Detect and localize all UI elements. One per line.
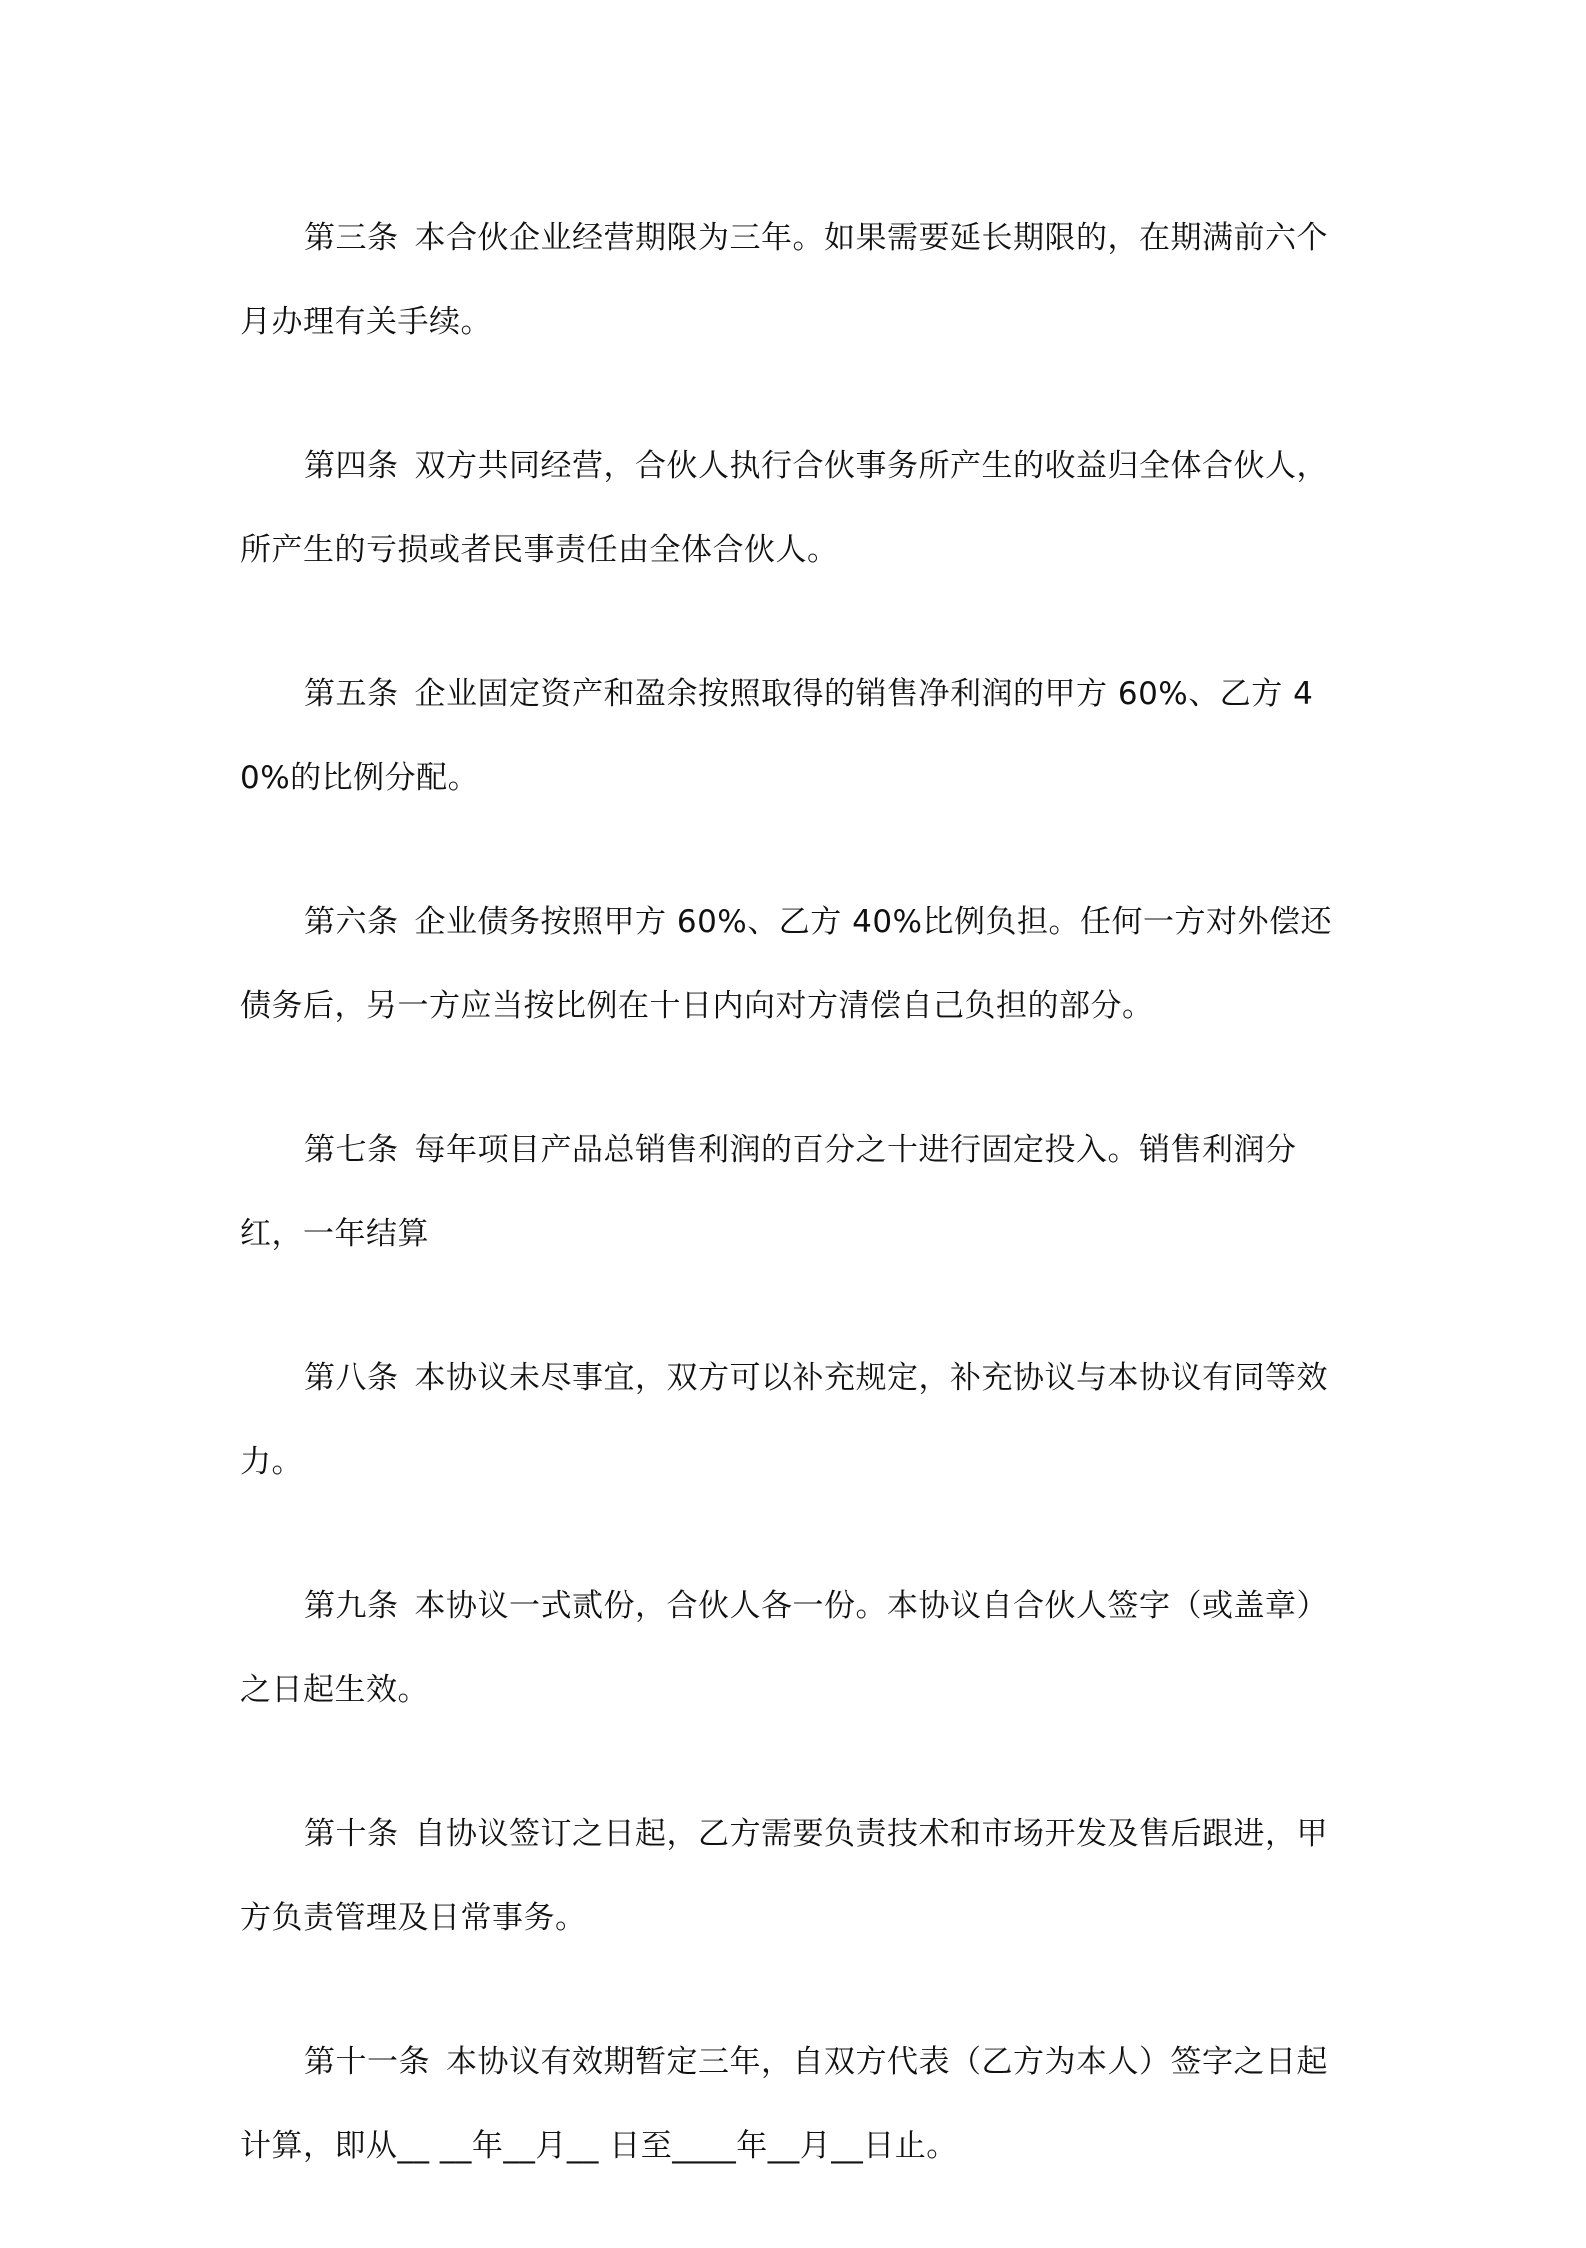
article-8-paragraph [240,1336,1356,1504]
article-number: 第八条 [304,1360,399,1396]
article-number: 第十条 [304,1816,399,1852]
article-10-paragraph [240,1792,1356,1960]
article-text: 企业债务按照甲方 60%、乙方 40%比例负担。任何一方对外偿还债务后，另一方应当按比例在十日内向对方清偿自己负担的部分。 [240,904,1333,1024]
article-number: 第三条 [304,220,399,256]
article-number: 第五条 [304,676,399,712]
article-number: 第十一条 [304,2044,430,2080]
article-11-paragraph [240,2020,1356,2188]
document-body [240,196,1356,2248]
article-3-paragraph [240,196,1356,364]
article-4-paragraph [240,424,1356,592]
article-text: 每年项目产品总销售利润的百分之十进行固定投入。销售利润分红，一年结算 [240,1132,1297,1252]
article-number: 第六条 [304,904,399,940]
article-text: 自协议签订之日起，乙方需要负责技术和市场开发及售后跟进，甲方负责管理及日常事务。 [240,1816,1328,1936]
article-text: 本协议有效期暂定三年，自双方代表（乙方为本人）签字之日起计算，即从__ __年__月__ 日至____年__月__日止。 [240,2044,1328,2164]
article-7-paragraph [240,1108,1356,1276]
article-5-paragraph [240,652,1356,820]
article-9-paragraph [240,1564,1356,1732]
article-text: 本合伙企业经营期限为三年。如果需要延长期限的，在期满前六个月办理有关手续。 [240,220,1328,340]
article-6-paragraph [240,880,1356,1048]
article-number: 第四条 [304,448,399,484]
article-text: 本协议一式贰份，合伙人各一份。本协议自合伙人签字（或盖章）之日起生效。 [240,1588,1328,1708]
article-text: 本协议未尽事宜，双方可以补充规定，补充协议与本协议有同等效力。 [240,1360,1328,1480]
article-number: 第七条 [304,1132,399,1168]
article-number: 第九条 [304,1588,399,1624]
article-text: 企业固定资产和盈余按照取得的销售净利润的甲方 60%、乙方 40%的比例分配。 [240,676,1314,796]
article-text: 双方共同经营，合伙人执行合伙事务所产生的收益归全体合伙人，所产生的亏损或者民事责任由全体合伙人。 [240,448,1328,568]
